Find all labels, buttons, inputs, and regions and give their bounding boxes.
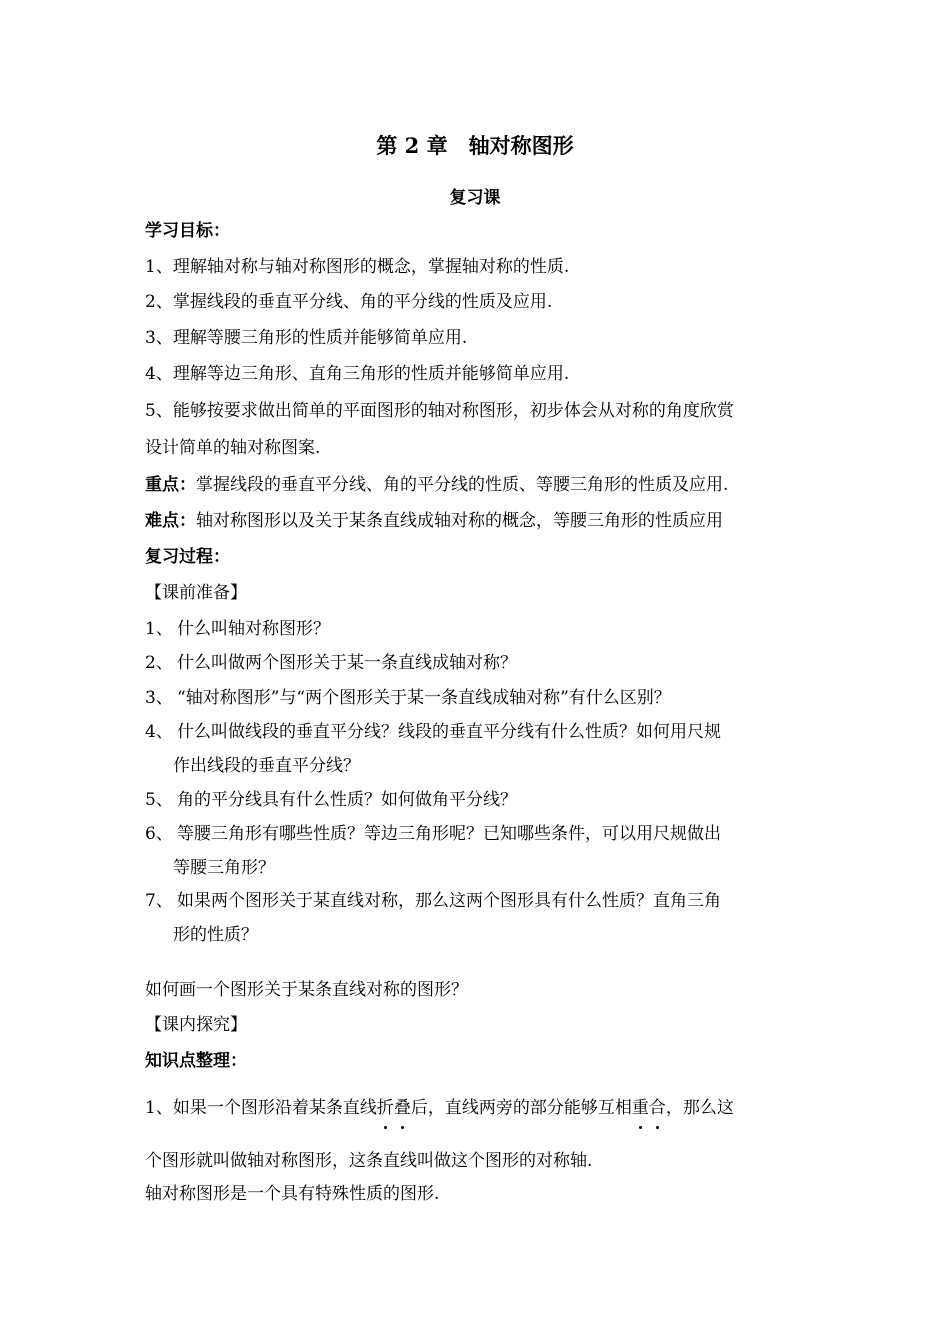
- difficult-point: [145, 510, 723, 532]
- knowledge-text: 1、如果一个图形沿着某条直线: [145, 1098, 377, 1118]
- question-text: 等腰三角形有哪些性质？等边三角形呢？已知哪些条件，可以用尺规做出: [177, 824, 721, 844]
- objective-item: 3、理解等腰三角形的性质并能够简单应用.: [145, 328, 468, 348]
- key-point-text: 掌握线段的垂直平分线、角的平分线的性质、等腰三角形的性质及应用.: [196, 475, 729, 495]
- page-title: 第 2 章 轴对称图形: [376, 133, 574, 158]
- process-heading: 复习过程：: [145, 547, 230, 567]
- question-text: 角的平分线具有什么性质？如何做角平分线？: [177, 790, 517, 810]
- difficult-point-text: 轴对称图形以及关于某条直线成轴对称的概念，等腰三角形的性质应用: [196, 511, 723, 531]
- objective-item: 4、理解等边三角形、直角三角形的性质并能够简单应用.: [145, 364, 570, 384]
- key-point-label: 重点：: [145, 475, 196, 495]
- knowledge-paragraph: 轴对称图形是一个具有特殊性质的图形.: [145, 1184, 440, 1204]
- knowledge-text: ，那么这: [665, 1098, 734, 1118]
- knowledge-paragraph: [145, 1097, 734, 1119]
- page-subtitle: 复习课: [449, 188, 501, 208]
- question-item: [145, 618, 330, 640]
- question-item: [145, 823, 721, 845]
- preparation-heading: 【课前准备】: [145, 583, 247, 603]
- question-continuation: 等腰三角形？: [173, 858, 275, 878]
- question-number: 6、: [145, 824, 173, 844]
- objective-item: 设计简单的轴对称图案.: [145, 438, 321, 458]
- objective-item: 5、能够按要求做出简单的平面图形的轴对称图形，初步体会从对称的角度欣赏: [145, 401, 734, 421]
- question-text: 如果两个图形关于某直线对称，那么这两个图形具有什么性质？直角三角: [177, 891, 721, 911]
- question-text: “轴对称图形”与“两个图形关于某一条直线成轴对称”有什么区别？: [177, 688, 671, 708]
- question-number: 5、: [145, 790, 173, 810]
- objective-item: 2、掌握线段的垂直平分线、角的平分线的性质及应用.: [145, 292, 553, 312]
- question-item: [145, 687, 671, 709]
- extra-question: 如何画一个图形关于某条直线对称的图形？: [145, 980, 468, 1000]
- knowledge-heading: 知识点整理：: [145, 1051, 247, 1071]
- question-text: 什么叫做两个图形关于某一条直线成轴对称？: [177, 653, 517, 673]
- knowledge-paragraph: 个图形就叫做轴对称图形，这条直线叫做这个图形的对称轴.: [145, 1151, 593, 1171]
- emphasis-char: 合: [648, 1098, 666, 1118]
- question-item: [145, 890, 721, 912]
- emphasis-char: 叠: [393, 1098, 411, 1118]
- question-number: 4、: [145, 722, 173, 742]
- objective-item: 1、理解轴对称与轴对称图形的概念，掌握轴对称的性质.: [145, 257, 570, 277]
- emphasis-char: 折: [376, 1098, 394, 1118]
- question-text: 什么叫做线段的垂直平分线？线段的垂直平分线有什么性质？如何用尺规: [177, 722, 721, 742]
- question-number: 1、: [145, 619, 173, 639]
- question-text: 什么叫轴对称图形？: [177, 619, 330, 639]
- question-item: [145, 721, 721, 743]
- inquiry-heading: 【课内探究】: [145, 1015, 247, 1035]
- knowledge-text: 后，直线两旁的部分能够互相: [410, 1098, 632, 1118]
- question-item: [145, 652, 517, 674]
- difficult-point-label: 难点：: [145, 511, 196, 531]
- question-number: 3、: [145, 688, 173, 708]
- emphasis-char: 重: [631, 1098, 649, 1118]
- question-item: [145, 789, 517, 811]
- question-continuation: 作出线段的垂直平分线？: [173, 756, 360, 776]
- key-point: [145, 474, 728, 496]
- question-number: 2、: [145, 653, 173, 673]
- objectives-heading: 学习目标：: [145, 221, 230, 241]
- question-continuation: 形的性质？: [173, 925, 258, 945]
- question-number: 7、: [145, 891, 173, 911]
